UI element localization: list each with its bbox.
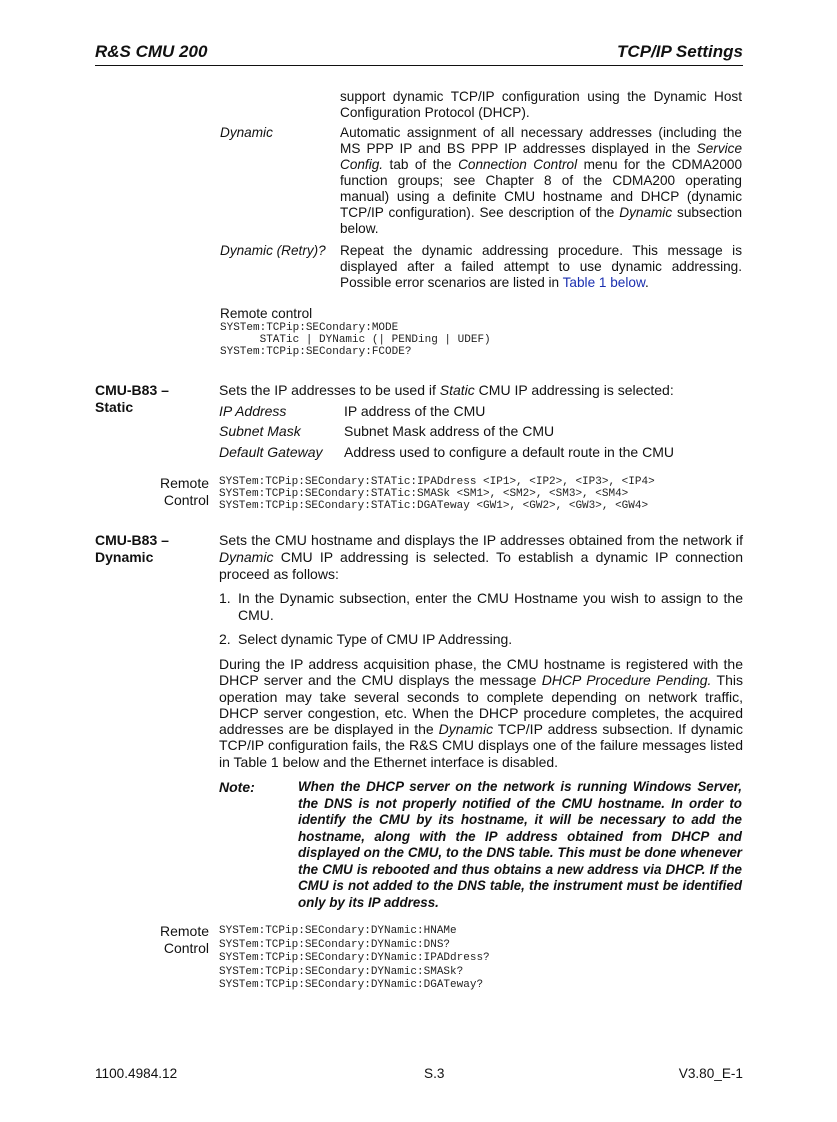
text-run: Sets the CMU hostname and displays the IP addresses obtained from the network if — [219, 532, 743, 548]
dynamic-retry-description — [340, 243, 742, 291]
header-divider — [95, 65, 743, 66]
label-line: Dynamic — [95, 549, 154, 565]
text-run: This operation may take several seconds to complete depending on network traffic, DHCP server congestion, etc. When the DHCP procedure completes, the acquired addresses are be displayed in the — [219, 672, 744, 738]
footer-page-number: S.3 — [424, 1066, 445, 1081]
param-term-ip-address: IP Address — [219, 403, 287, 419]
dynamic-section-label — [95, 532, 169, 566]
text-run: CMU IP addressing is selected. To establish a dynamic IP connection proceed as follows: — [219, 549, 743, 582]
step-text: In the Dynamic subsection, enter the CMU Hostname you wish to assign to the CMU. — [238, 590, 743, 623]
label-line: Remote — [159, 475, 209, 491]
text-run-italic: Dynamic — [619, 205, 673, 220]
footer-version: V3.80_E-1 — [678, 1066, 743, 1081]
step-text: Select dynamic Type of CMU IP Addressing. — [238, 631, 513, 647]
text-run-italic: Dynamic — [219, 549, 274, 565]
dynamic-remote-control-label — [95, 923, 209, 957]
note-text: When the DHCP server on the network is running Windows Server, the DNS is not properly notified of the CMU hostname. In order to identify the CMU by its hostname, it will be necessary to add the hostname, along with the IP address obtained from DHCP and displayed on the CMU, to the DNS table. This must be done whenever the CMU is rebooted and thus obtains a new address via DHCP. If the CMU is not added to the DNS table, the instrument must be identified only by its IP address. — [298, 779, 742, 910]
remote-control-commands — [220, 322, 491, 358]
label-line: Static — [95, 399, 134, 415]
static-remote-commands — [219, 476, 655, 512]
command-line: SYSTem:TCPip:SECondary:STATic:SMASk <SM1>, <SM2>, <SM3>, <SM4> — [219, 488, 629, 500]
command-line: SYSTem:TCPip:SECondary:DYNamic:DGATeway? — [219, 979, 484, 991]
command-line: SYSTem:TCPip:SECondary:STATic:IPADdress <IP1>, <IP2>, <IP3>, <IP4> — [219, 476, 655, 488]
command-line: SYSTem:TCPip:SECondary:FCODE? — [220, 346, 412, 358]
text-run-italic: Static — [439, 382, 475, 398]
command-line: SYSTem:TCPip:SECondary:DYNamic:SMASk? — [219, 965, 464, 978]
label-line: Remote — [159, 923, 209, 939]
step-number: 1. — [219, 590, 231, 606]
text-run: TCP/IP address subsection. If dynamic TCP/IP configuration fails, the R&S CMU displays one of the failure messages listed in Table 1 below and the Ethernet interface is disabled. — [219, 721, 743, 770]
remote-control-label: Remote control — [220, 306, 313, 321]
label-line: CMU-B83 – — [95, 532, 169, 548]
label-line: Control — [163, 492, 209, 508]
note-label: Note: — [219, 779, 255, 795]
text-run: CMU IP addressing is selected: — [474, 382, 674, 398]
text-run: subsection below. — [340, 205, 743, 236]
param-term-subnet-mask: Subnet Mask — [219, 423, 301, 439]
command-line: SYSTem:TCPip:SECondary:STATic:DGATeway <GW1>, <GW2>, <GW3>, <GW4> — [219, 500, 649, 512]
dynamic-section-description — [219, 532, 743, 583]
header-section-title: TCP/IP Settings — [617, 42, 743, 61]
command-line: SYSTem:TCPip:SECondary:MODE — [220, 322, 399, 334]
footer-document-number: 1100.4984.12 — [95, 1066, 178, 1081]
text-run-italic: Connection Control — [458, 157, 578, 172]
text-run: Automatic assignment of all necessary addresses (including the MS PPP IP and BS PPP IP addresses displayed in the — [340, 125, 742, 156]
param-desc-default-gateway: Address used to configure a default route in the CMU — [344, 444, 674, 460]
static-section-description — [219, 382, 743, 399]
static-remote-control-label — [95, 475, 209, 509]
text-run: tab of the — [383, 157, 459, 172]
table-1-link[interactable]: Table 1 below — [562, 275, 646, 290]
dynamic-description — [340, 125, 742, 237]
text-run: menu for the CDMA2000 function groups; see Chapter 8 of the CDMA200 operating manual) using a definite CMU hostname and DHCP (dynamic TCP/IP configuration). See description of the — [340, 157, 742, 220]
label-line: Control — [163, 940, 209, 956]
label-line: CMU-B83 – — [95, 382, 169, 398]
text-run: During the IP address acquisition phase, the CMU hostname is registered with the DHCP server and the CMU displays the message — [219, 656, 743, 689]
dhcp-acquisition-paragraph — [219, 656, 743, 770]
text-run-italic: DHCP Procedure Pending. — [541, 672, 712, 689]
dynamic-term: Dynamic — [220, 125, 273, 140]
text-run: Sets the IP addresses to be used if — [219, 382, 440, 398]
text-run: Repeat the dynamic addressing procedure. This message is displayed after a failed attempt to use dynamic addressing. Possible error scenarios are listed in — [340, 243, 742, 290]
param-desc-subnet-mask: Subnet Mask address of the CMU — [344, 423, 555, 439]
command-line: STATic | DYNamic (| PENDing | UDEF) — [220, 334, 491, 346]
param-term-default-gateway: Default Gateway — [219, 444, 323, 460]
static-section-label — [95, 382, 169, 416]
dynamic-remote-commands — [219, 925, 490, 993]
intro-paragraph: support dynamic TCP/IP configuration using the Dynamic Host Configuration Protocol (DHCP). — [340, 89, 742, 120]
param-desc-ip-address: IP address of the CMU — [344, 403, 486, 419]
text-run: . — [645, 275, 649, 290]
step-number: 2. — [219, 631, 231, 647]
dynamic-retry-term: Dynamic (Retry)? — [220, 243, 326, 258]
text-run-italic: Dynamic — [438, 721, 494, 738]
command-line: SYSTem:TCPip:SECondary:DYNamic:DNS? — [219, 938, 451, 951]
text-run-italic: Service Config. — [340, 141, 742, 172]
command-line: SYSTem:TCPip:SECondary:DYNamic:HNAMe — [219, 925, 457, 937]
header-product-title: R&S CMU 200 — [95, 42, 208, 61]
command-line: SYSTem:TCPip:SECondary:DYNamic:IPADdress? — [219, 952, 490, 964]
